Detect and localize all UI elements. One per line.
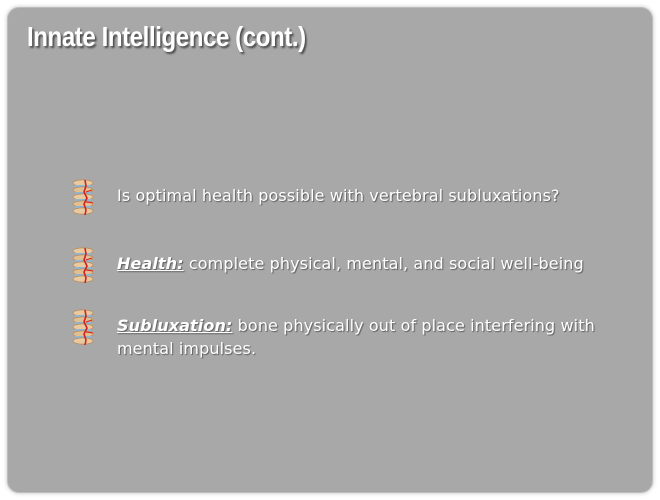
bullet-text: bone physically out of place interfering with mental impulses. [117, 316, 595, 358]
slide-canvas [7, 7, 653, 493]
bullet-item [68, 252, 584, 275]
slide-title: Innate Intelligence (cont.) [27, 21, 306, 52]
bullet-item [68, 314, 617, 360]
bullet-item [68, 184, 560, 207]
spine-icon [68, 178, 98, 216]
bullet-text: complete physical, mental, and social well-being [183, 254, 584, 273]
term-health: Health: [117, 254, 184, 273]
spine-icon [68, 308, 98, 346]
bullet-text: Is optimal health possible with vertebral subluxations? [117, 186, 560, 205]
spine-icon [68, 246, 98, 284]
term-subluxation: Subluxation: [117, 316, 233, 335]
